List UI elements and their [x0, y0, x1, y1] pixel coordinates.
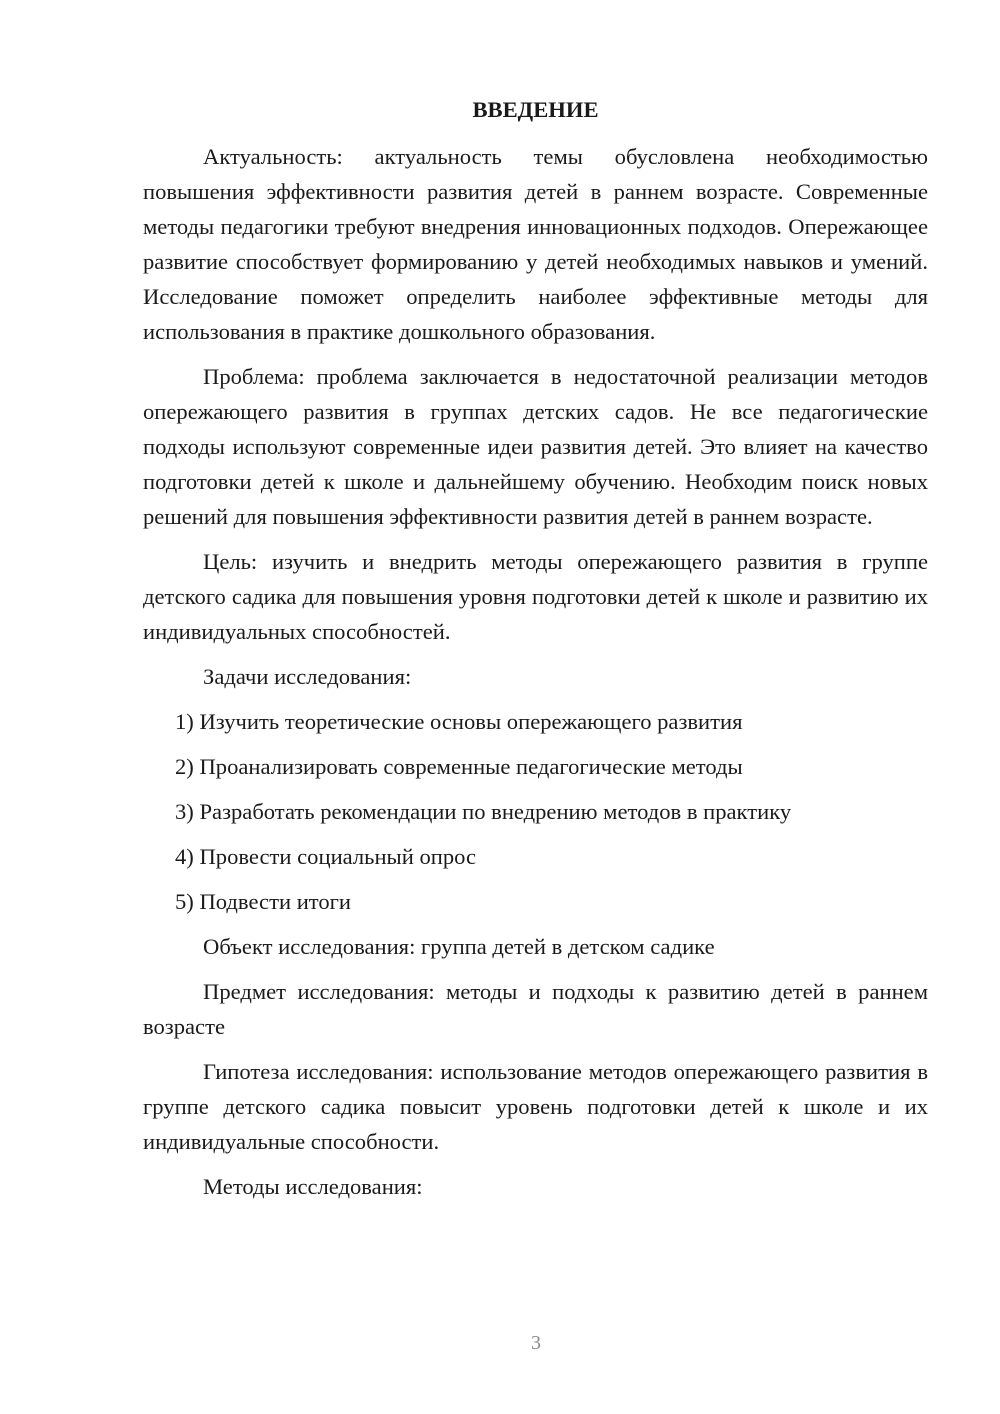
list-item: 4) Провести социальный опрос: [175, 844, 477, 869]
page-number: 3: [531, 1332, 541, 1354]
paragraph-subject: Предмет исследования: методы и подходы к развитию детей в раннем возрасте: [143, 979, 928, 1039]
list-item: 5) Подвести итоги: [175, 889, 352, 914]
paragraph-tasks-heading: Задачи исследования:: [203, 664, 412, 689]
section-title: ВВЕДЕНИЕ: [472, 97, 599, 122]
list-item: 1) Изучить теоретические основы опережающего развития: [175, 709, 743, 734]
paragraph-methods-heading: Методы исследования:: [203, 1174, 423, 1199]
paragraph-hypothesis: Гипотеза исследования: использование методов опережающего развития в группе детского садика повысит уровень подготовки детей к школе и их индивидуальные способности.: [143, 1059, 928, 1154]
paragraph-object: Объект исследования: группа детей в детском садике: [203, 934, 715, 959]
paragraph-relevance: Актуальность: актуальность темы обусловлена необходимостью повышения эффективности развития детей в раннем возрасте. Современные методы педагогики требуют внедрения инновационных подходов. Опережающее развитие способствует формированию у детей необходимых навыков и умений. Исследование поможет определить наиболее эффективные методы для использования в практике дошкольного образования.: [143, 144, 928, 344]
page-content: [143, 92, 928, 1214]
paragraph-problem: Проблема: проблема заключается в недостаточной реализации методов опережающего развития в группах детских садов. Не все педагогические подходы используют современные идеи развития детей. Это влияет на качество подготовки детей к школе и дальнейшему обучению. Необходим поиск новых решений для повышения эффективности развития детей в раннем возрасте.: [143, 364, 928, 529]
list-item: 2) Проанализировать современные педагогические методы: [175, 754, 743, 779]
tasks-list: [143, 704, 928, 919]
list-item: 3) Разработать рекомендации по внедрению методов в практику: [175, 799, 792, 824]
paragraph-goal: Цель: изучить и внедрить методы опережающего развития в группе детского садика для повышения уровня подготовки детей к школе и развитию их индивидуальных способностей.: [143, 549, 928, 644]
